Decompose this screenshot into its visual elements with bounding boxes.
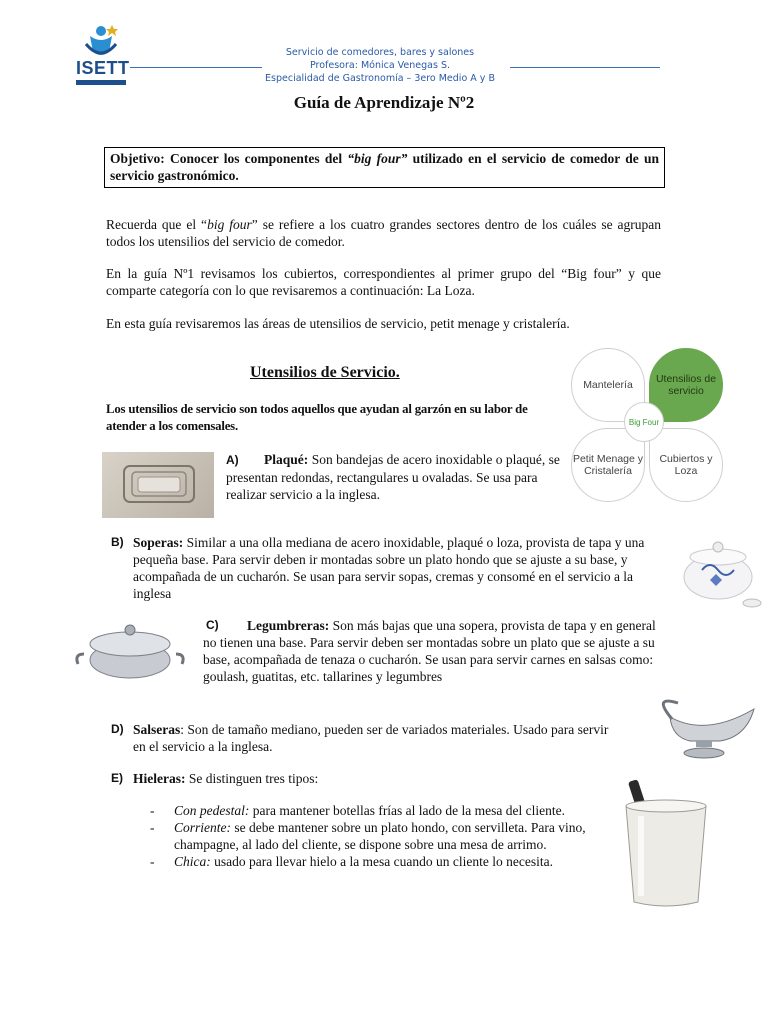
plaque-tray-image [102, 452, 214, 518]
item-b-marker: B) [111, 535, 124, 549]
intro-p1-a: Recuerda que el “ [106, 217, 208, 232]
logo-text: ISETT [76, 58, 130, 78]
item-e-marker: E) [111, 771, 123, 785]
item-d-title: Salseras [133, 722, 181, 737]
diagram-center: Big Four [624, 402, 664, 442]
diagram-utensilios: Utensilios de servicio [649, 348, 723, 422]
tray-icon [102, 452, 214, 518]
item-d-salseras [133, 721, 623, 755]
item-e-hieleras [133, 770, 593, 787]
section-lead: Los utensilios de servicio son todos aquellos que ayudan al garzón en su labor de atender a los comensales. [106, 402, 528, 433]
course-name: Servicio de comedores, bares y salones [285, 47, 475, 58]
item-c-text: Son más bajas que una sopera, provista de tapa y en general no tienen una base. Para servir deben ser montadas sobre un plato que se ajuste a su base, acompañada de tenaza o cucharón. Se usan para servir carnes en salsas como: goulash, guatitas, etc. tallarines y legumbres [203, 618, 656, 684]
item-d-marker: D) [111, 722, 124, 736]
intro-paragraph-1 [106, 216, 661, 250]
item-a-plaque [226, 451, 561, 503]
list-item-text: se debe mantener sobre un plato hondo, con servilleta. Para vino, champagne, al lado del cliente, se dispone sobre una mesa de arrimo. [174, 820, 586, 852]
item-e-title: Hieleras: [133, 771, 186, 786]
logo-figure-icon [76, 22, 126, 62]
diagram-manteleria: Mantelería [571, 348, 645, 422]
list-item-em: Chica: [174, 854, 211, 869]
objective-box [104, 147, 665, 188]
hielera-image [620, 776, 712, 910]
item-a-title: Plaqué: [264, 452, 309, 467]
intro-p1-em: big four [207, 217, 252, 232]
gravy-boat-icon [650, 697, 762, 761]
item-a-text: Son bandejas de acero inoxidable o plaqué, se presentan redondas, rectangulares u ovaladas. Se usa para realizar servicio a la inglesa. [226, 452, 560, 502]
objective-text: Objetivo: Conocer los componentes del [110, 151, 348, 166]
section-title: Utensilios de Servicio. [250, 364, 400, 381]
legumbrera-image [74, 614, 186, 686]
intro-paragraph-2: En la guía Nº1 revisamos los cubiertos, correspondientes al primer grupo del “Big four” y que comparte categoría con lo que revisaremos a continuación: La Loza. [106, 266, 661, 298]
item-d-text: : Son de tamaño mediano, pueden ser de variados materiales. Usado para servir en el servicio a la inglesa. [133, 722, 609, 754]
hieleras-list [148, 802, 593, 870]
logo-underline [76, 80, 126, 85]
specialty: Especialidad de Gastronomía – 3ero Medio A y B [265, 73, 495, 84]
list-item-em: Con pedestal: [174, 803, 250, 818]
intro-paragraph-3: En esta guía revisaremos las áreas de utensilios de servicio, petit menage y cristalería. [106, 316, 570, 331]
item-c-legumbreras [203, 617, 663, 685]
objective-emphasis: “big four” [347, 151, 408, 166]
item-c-title: Legumbreras: [247, 618, 330, 633]
list-item-text: para mantener botellas frías al lado de la mesa del cliente. [249, 803, 565, 818]
salsera-image [650, 697, 762, 761]
page-title: Guía de Aprendizaje Nº2 [293, 93, 475, 112]
covered-dish-icon [74, 614, 186, 686]
list-item-em: Corriente: [174, 820, 231, 835]
item-e-text: Se distinguen tres tipos: [185, 771, 319, 786]
list-item [148, 802, 593, 819]
header-info [210, 46, 550, 85]
teacher-name: Profesora: Mónica Venegas S. [309, 60, 451, 71]
diagram-petit-menage: Petit Menage y Cristalería [571, 428, 645, 502]
list-item-text: usado para llevar hielo a la mesa cuando un cliente lo necesita. [210, 854, 553, 869]
list-item [148, 853, 593, 870]
intro-p1-b: ” se refiere a los cuatro grandes sectores dentro de los cuáles se agrupan todos los utensilios del servicio de comedor. [106, 217, 661, 249]
item-b-soperas [133, 534, 663, 602]
big-four-diagram [565, 344, 765, 516]
ice-bucket-icon [620, 776, 712, 910]
soup-tureen-icon [672, 525, 764, 613]
sopera-image [672, 525, 764, 613]
item-a-marker: A) [226, 453, 239, 467]
item-b-title: Soperas: [133, 535, 184, 550]
diagram-cubiertos: Cubiertos y Loza [649, 428, 723, 502]
item-c-marker: C) [206, 618, 219, 632]
objective-text-end: utilizado en el servicio de comedor de un servicio gastronómico. [110, 151, 660, 183]
item-b-text: Similar a una olla mediana de acero inoxidable, plaqué o loza, provista de tapa y una pequeña base. Para servir deben ir montadas sobre un plato hondo que se ajuste a su base, y acompañada de un cucharón. Se usan para servir sopas, cremas y consomé en el servicio a la inglesa [133, 535, 645, 601]
list-item [148, 819, 593, 853]
